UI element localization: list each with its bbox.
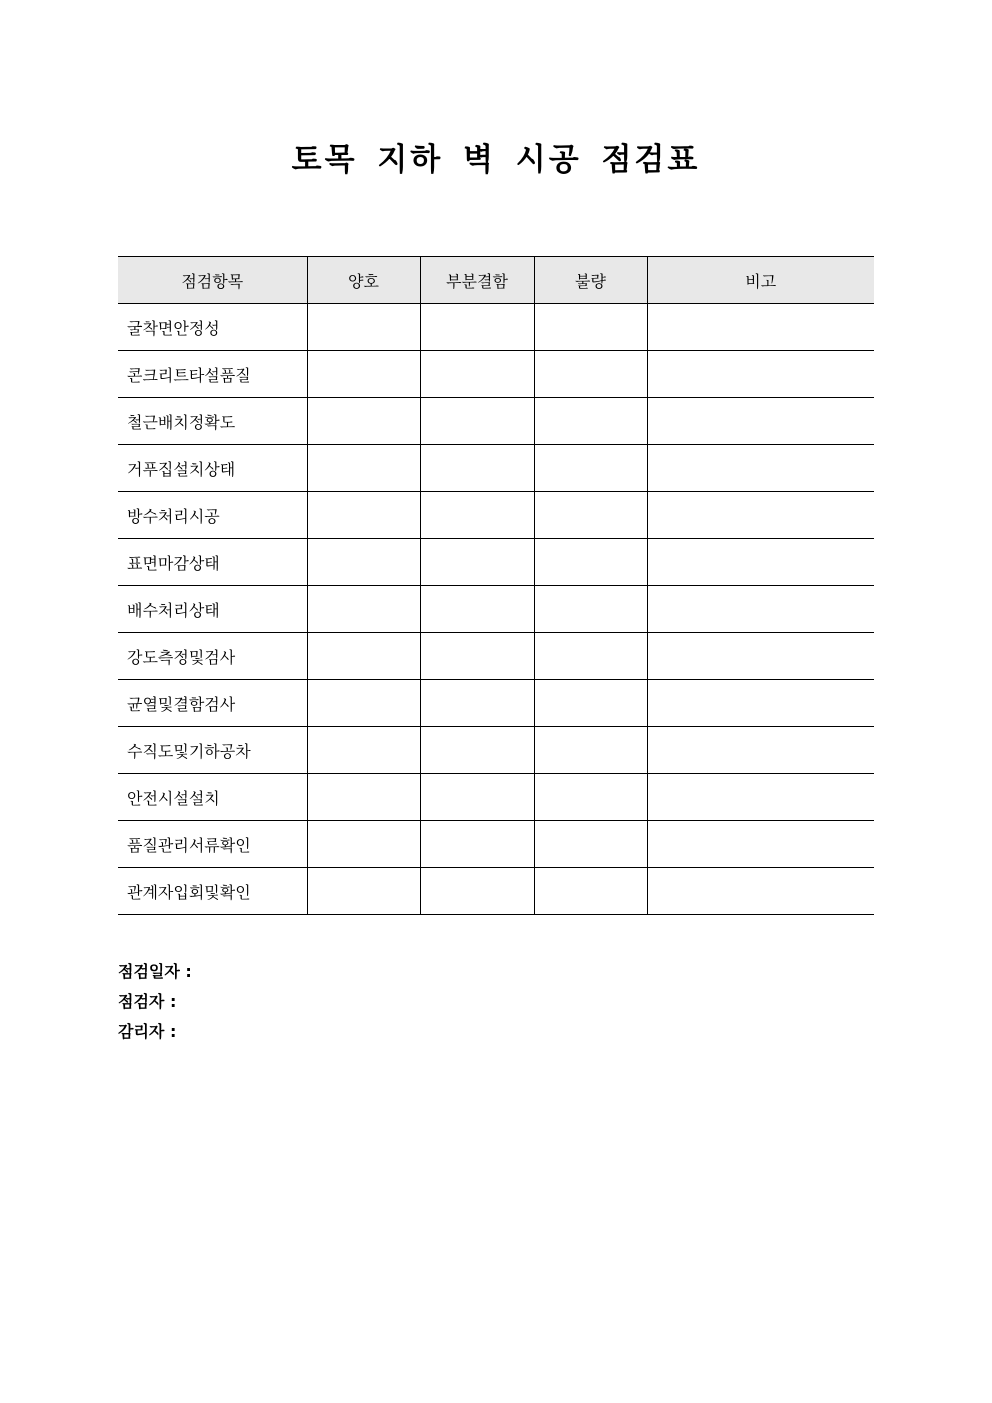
remarks-cell[interactable] [647, 633, 874, 680]
partial-defect-cell[interactable] [420, 727, 534, 774]
good-cell[interactable] [307, 680, 420, 727]
bad-cell[interactable] [534, 774, 647, 821]
partial-defect-cell[interactable] [420, 445, 534, 492]
partial-defect-cell[interactable] [420, 304, 534, 351]
header-partial-defect: 부분결함 [420, 257, 534, 304]
partial-defect-cell[interactable] [420, 586, 534, 633]
remarks-cell[interactable] [647, 539, 874, 586]
inspection-item-cell: 방수처리시공 [118, 492, 307, 539]
table-row [118, 445, 874, 492]
good-cell[interactable] [307, 774, 420, 821]
bad-cell[interactable] [534, 539, 647, 586]
header-inspection-item: 점검항목 [118, 257, 307, 304]
bad-cell[interactable] [534, 680, 647, 727]
table-row [118, 680, 874, 727]
header-good: 양호 [307, 257, 420, 304]
inspection-item-cell: 표면마감상태 [118, 539, 307, 586]
inspection-table [118, 256, 874, 915]
table-row [118, 821, 874, 868]
inspection-item-cell: 콘크리트타설품질 [118, 351, 307, 398]
bad-cell[interactable] [534, 868, 647, 915]
good-cell[interactable] [307, 304, 420, 351]
table-row [118, 774, 874, 821]
good-cell[interactable] [307, 351, 420, 398]
bad-cell[interactable] [534, 304, 647, 351]
table-row [118, 633, 874, 680]
inspection-item-cell: 품질관리서류확인 [118, 821, 307, 868]
inspection-item-cell: 배수처리상태 [118, 586, 307, 633]
remarks-cell[interactable] [647, 492, 874, 539]
inspection-item-cell: 철근배치정확도 [118, 398, 307, 445]
remarks-cell[interactable] [647, 304, 874, 351]
page-title: 토목 지하 벽 시공 점검표 [291, 142, 701, 178]
partial-defect-cell[interactable] [420, 398, 534, 445]
table-row [118, 868, 874, 915]
remarks-cell[interactable] [647, 774, 874, 821]
partial-defect-cell[interactable] [420, 821, 534, 868]
partial-defect-cell[interactable] [420, 633, 534, 680]
remarks-cell[interactable] [647, 821, 874, 868]
bad-cell[interactable] [534, 492, 647, 539]
table-row [118, 304, 874, 351]
good-cell[interactable] [307, 821, 420, 868]
inspector-label: 점검자 : [118, 992, 177, 1011]
table-header-row [118, 257, 874, 304]
inspection-item-cell: 수직도및기하공차 [118, 727, 307, 774]
inspection-item-cell: 거푸집설치상태 [118, 445, 307, 492]
partial-defect-cell[interactable] [420, 539, 534, 586]
good-cell[interactable] [307, 539, 420, 586]
partial-defect-cell[interactable] [420, 351, 534, 398]
remarks-cell[interactable] [647, 586, 874, 633]
partial-defect-cell[interactable] [420, 774, 534, 821]
bad-cell[interactable] [534, 586, 647, 633]
bad-cell[interactable] [534, 821, 647, 868]
bad-cell[interactable] [534, 727, 647, 774]
table-row [118, 351, 874, 398]
bad-cell[interactable] [534, 633, 647, 680]
remarks-cell[interactable] [647, 351, 874, 398]
remarks-cell[interactable] [647, 727, 874, 774]
table-row [118, 586, 874, 633]
table-row [118, 398, 874, 445]
good-cell[interactable] [307, 633, 420, 680]
inspection-item-cell: 균열및결함검사 [118, 680, 307, 727]
remarks-cell[interactable] [647, 680, 874, 727]
good-cell[interactable] [307, 868, 420, 915]
supervisor-label: 감리자 : [118, 1022, 177, 1041]
remarks-cell[interactable] [647, 868, 874, 915]
good-cell[interactable] [307, 492, 420, 539]
remarks-cell[interactable] [647, 445, 874, 492]
inspection-item-cell: 강도측정및검사 [118, 633, 307, 680]
inspection-item-cell: 굴착면안정성 [118, 304, 307, 351]
good-cell[interactable] [307, 727, 420, 774]
good-cell[interactable] [307, 586, 420, 633]
partial-defect-cell[interactable] [420, 680, 534, 727]
signature-block [118, 957, 192, 1047]
inspection-date-label: 점검일자 : [118, 962, 192, 981]
remarks-cell[interactable] [647, 398, 874, 445]
table-row [118, 727, 874, 774]
good-cell[interactable] [307, 398, 420, 445]
table-row [118, 539, 874, 586]
inspection-item-cell: 관계자입회및확인 [118, 868, 307, 915]
bad-cell[interactable] [534, 351, 647, 398]
partial-defect-cell[interactable] [420, 868, 534, 915]
good-cell[interactable] [307, 445, 420, 492]
bad-cell[interactable] [534, 445, 647, 492]
inspection-item-cell: 안전시설설치 [118, 774, 307, 821]
table-row [118, 492, 874, 539]
bad-cell[interactable] [534, 398, 647, 445]
header-bad: 불량 [534, 257, 647, 304]
partial-defect-cell[interactable] [420, 492, 534, 539]
header-remarks: 비고 [647, 257, 874, 304]
